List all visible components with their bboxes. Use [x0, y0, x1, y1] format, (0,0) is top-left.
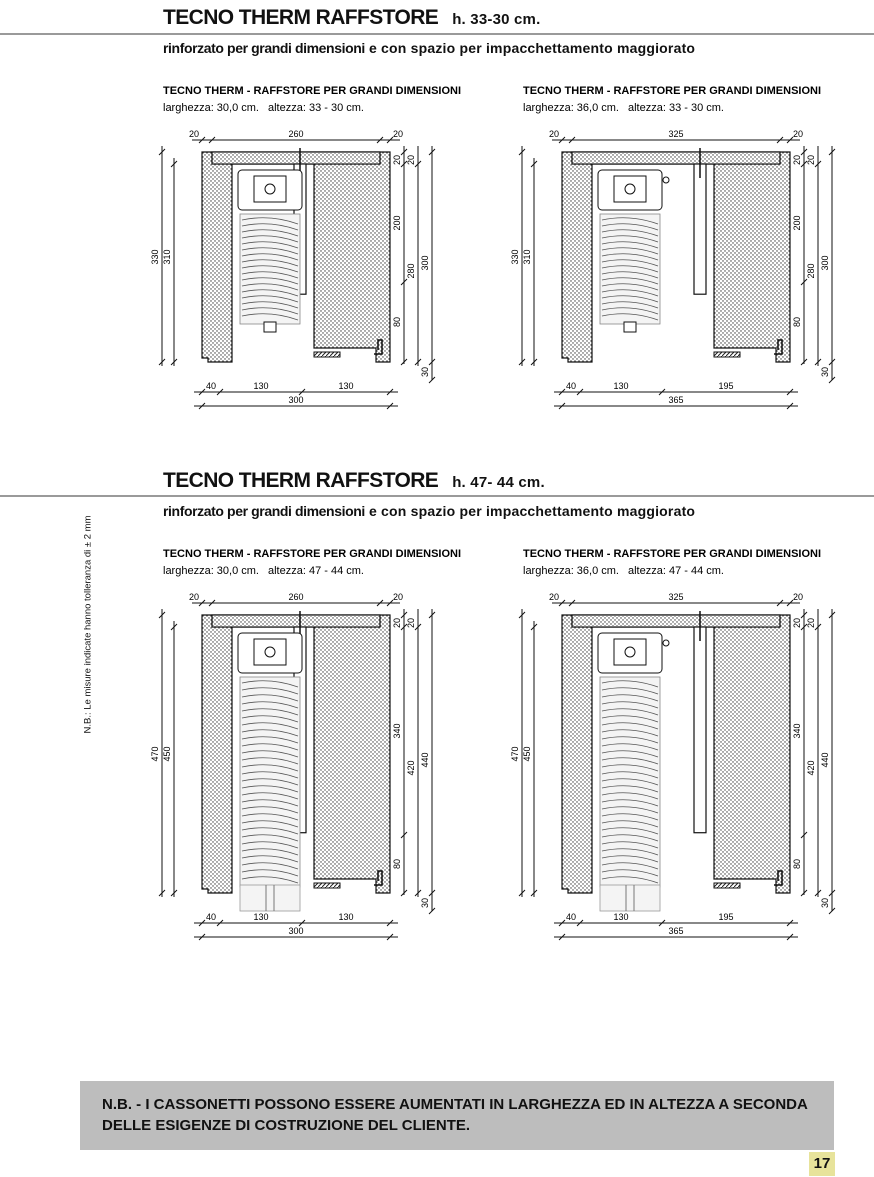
- dim-right-lower: 80: [392, 858, 402, 870]
- dim-right-mid: 420: [406, 760, 416, 776]
- drawing-title: TECNO THERM - RAFFSTORE PER GRANDI DIMENSIONI: [523, 85, 822, 97]
- drawing-title: TECNO THERM - RAFFSTORE PER GRANDI DIMENSIONI: [163, 85, 462, 97]
- dim-right-upper: 340: [792, 723, 802, 739]
- insulation-body: [562, 152, 790, 362]
- dim-left-outer: 470: [150, 746, 160, 762]
- dim-right-upper: 200: [392, 215, 402, 231]
- drawing-height: altezza: 33 - 30 cm.: [268, 102, 364, 114]
- slat-bottom-bar: [624, 322, 636, 332]
- drawing-height: altezza: 33 - 30 cm.: [628, 102, 724, 114]
- dim-bottom-c: 195: [718, 381, 734, 391]
- drawing-panel-4: [510, 543, 840, 936]
- subtitle-bold: rinforzato per grandi dimensioni: [163, 40, 365, 56]
- box-section: [562, 148, 790, 362]
- drawing-title: TECNO THERM - RAFFSTORE PER GRANDI DIMENSIONI: [523, 548, 822, 560]
- dim-right-lower: 80: [792, 858, 802, 870]
- guide-bar: [694, 627, 706, 833]
- footer-note-box: [80, 1081, 834, 1150]
- dim-right-total: 440: [820, 752, 830, 768]
- dim-right-upper: 340: [392, 723, 402, 739]
- dim-left-outer: 470: [510, 746, 520, 762]
- dim-right-lower: 80: [792, 316, 802, 328]
- subtitle-rest: e con spazio per impacchettamento maggiorato: [364, 40, 696, 56]
- dim-right-top-b: 20: [406, 154, 416, 166]
- dim-bottom-a: 40: [565, 912, 577, 922]
- tolerance-note-text: N.B.: Le misure indicate hanno tolleranza di ± 2 mm: [82, 515, 94, 734]
- dim-bottom-total: 365: [668, 395, 684, 405]
- dim-top-right: 20: [392, 129, 404, 139]
- dim-top-left: 20: [188, 129, 200, 139]
- dim-bottom-b: 130: [613, 912, 629, 922]
- dim-top-mid: 325: [668, 592, 684, 602]
- dim-bottom-c: 130: [338, 381, 354, 391]
- dim-bottom-c: 195: [718, 912, 734, 922]
- slat-stack: [600, 677, 660, 887]
- drawing-panel-3: [150, 543, 480, 936]
- drawing-height: altezza: 47 - 44 cm.: [628, 565, 724, 577]
- slat-tail: [240, 885, 300, 911]
- dim-bottom-b: 130: [253, 912, 269, 922]
- dim-right-top-a: 20: [392, 154, 402, 166]
- dim-top-left: 20: [548, 129, 560, 139]
- drawing-width: larghezza: 36,0 cm.: [523, 102, 619, 114]
- dim-bottom-a: 40: [565, 381, 577, 391]
- section-subtitle-1: [163, 40, 695, 56]
- box-section: [202, 148, 390, 362]
- guide-bar: [694, 164, 706, 294]
- drawing-width: larghezza: 36,0 cm.: [523, 565, 619, 577]
- dim-left-outer: 330: [510, 249, 520, 265]
- dim-right-top-b: 20: [806, 154, 816, 166]
- footer-note-text: N.B. - I CASSONETTI POSSONO ESSERE AUMENTATI IN LARGHEZZA ED IN ALTEZZA A SECONDA DELLE ESIGENZE DI COSTRUZIONE DEL CLIENTE.: [102, 1096, 808, 1134]
- dim-bottom-total: 365: [668, 926, 684, 936]
- dim-right-mid: 420: [806, 760, 816, 776]
- dim-top-right: 20: [392, 592, 404, 602]
- drawing-width: larghezza: 30,0 cm.: [163, 565, 259, 577]
- dim-top-left: 20: [548, 592, 560, 602]
- dim-top-right: 20: [792, 592, 804, 602]
- dim-left-outer: 330: [150, 249, 160, 265]
- dim-bottom-a: 40: [205, 381, 217, 391]
- box-section: [202, 611, 390, 911]
- technical-drawing: [150, 543, 480, 936]
- dim-top-left: 20: [188, 592, 200, 602]
- dim-right-total: 440: [420, 752, 430, 768]
- bottom-lip: [714, 883, 740, 888]
- dim-right-total: 300: [820, 255, 830, 271]
- box-section: [562, 611, 790, 911]
- section-title-text: TECNO THERM RAFFSTORE: [163, 6, 439, 29]
- drawing-title: TECNO THERM - RAFFSTORE PER GRANDI DIMENSIONI: [163, 548, 462, 560]
- drawing-panel-2: [510, 80, 840, 420]
- tolerance-side-note: [80, 515, 94, 736]
- dim-right-lower: 80: [392, 316, 402, 328]
- dim-right-bottom: 30: [820, 366, 830, 378]
- technical-drawing: [510, 80, 840, 420]
- slat-stack: [240, 677, 300, 887]
- dim-top-mid: 260: [288, 592, 304, 602]
- drawing-panel-1: [150, 80, 480, 420]
- dim-right-mid: 280: [806, 263, 816, 279]
- bottom-lip: [314, 883, 340, 888]
- dim-left-inner: 310: [522, 249, 532, 265]
- dim-right-top-b: 20: [406, 617, 416, 629]
- technical-drawing: [150, 80, 480, 420]
- section-height-label: h. 33-30 cm.: [452, 11, 541, 28]
- subtitle-rest: e con spazio per impacchettamento maggiorato: [364, 503, 696, 519]
- dim-left-inner: 450: [162, 746, 172, 762]
- dim-bottom-total: 300: [288, 395, 304, 405]
- insulation-body: [562, 615, 790, 893]
- drawing-height: altezza: 47 - 44 cm.: [268, 565, 364, 577]
- dim-bottom-b: 130: [253, 381, 269, 391]
- section-subtitle-2: [163, 503, 695, 519]
- subtitle-bold: rinforzato per grandi dimensioni: [163, 503, 365, 519]
- dim-right-top-a: 20: [392, 617, 402, 629]
- drawing-width: larghezza: 30,0 cm.: [163, 102, 259, 114]
- dim-right-top-a: 20: [792, 154, 802, 166]
- technical-drawing: [510, 543, 840, 936]
- dim-right-top-b: 20: [806, 617, 816, 629]
- dim-right-bottom: 30: [820, 897, 830, 909]
- header-rule: [0, 33, 874, 35]
- bottom-lip: [714, 352, 740, 357]
- slat-bottom-bar: [264, 322, 276, 332]
- dim-bottom-total: 300: [288, 926, 304, 936]
- section-title-text: TECNO THERM RAFFSTORE: [163, 469, 439, 492]
- section-title-2: [163, 469, 545, 493]
- dim-right-bottom: 30: [420, 897, 430, 909]
- dim-right-mid: 280: [406, 263, 416, 279]
- dim-right-upper: 200: [792, 215, 802, 231]
- dim-left-inner: 450: [522, 746, 532, 762]
- dim-right-total: 300: [420, 255, 430, 271]
- dim-bottom-c: 130: [338, 912, 354, 922]
- slat-tail: [600, 885, 660, 911]
- section-height-label: h. 47- 44 cm.: [452, 474, 545, 491]
- dim-bottom-a: 40: [205, 912, 217, 922]
- section-title-1: [163, 6, 540, 30]
- dim-right-top-a: 20: [792, 617, 802, 629]
- dim-top-mid: 260: [288, 129, 304, 139]
- page-number: 17: [809, 1152, 835, 1176]
- dim-top-mid: 325: [668, 129, 684, 139]
- dim-bottom-b: 130: [613, 381, 629, 391]
- bottom-lip: [314, 352, 340, 357]
- dim-right-bottom: 30: [420, 366, 430, 378]
- dim-left-inner: 310: [162, 249, 172, 265]
- header-rule: [0, 495, 874, 497]
- dim-top-right: 20: [792, 129, 804, 139]
